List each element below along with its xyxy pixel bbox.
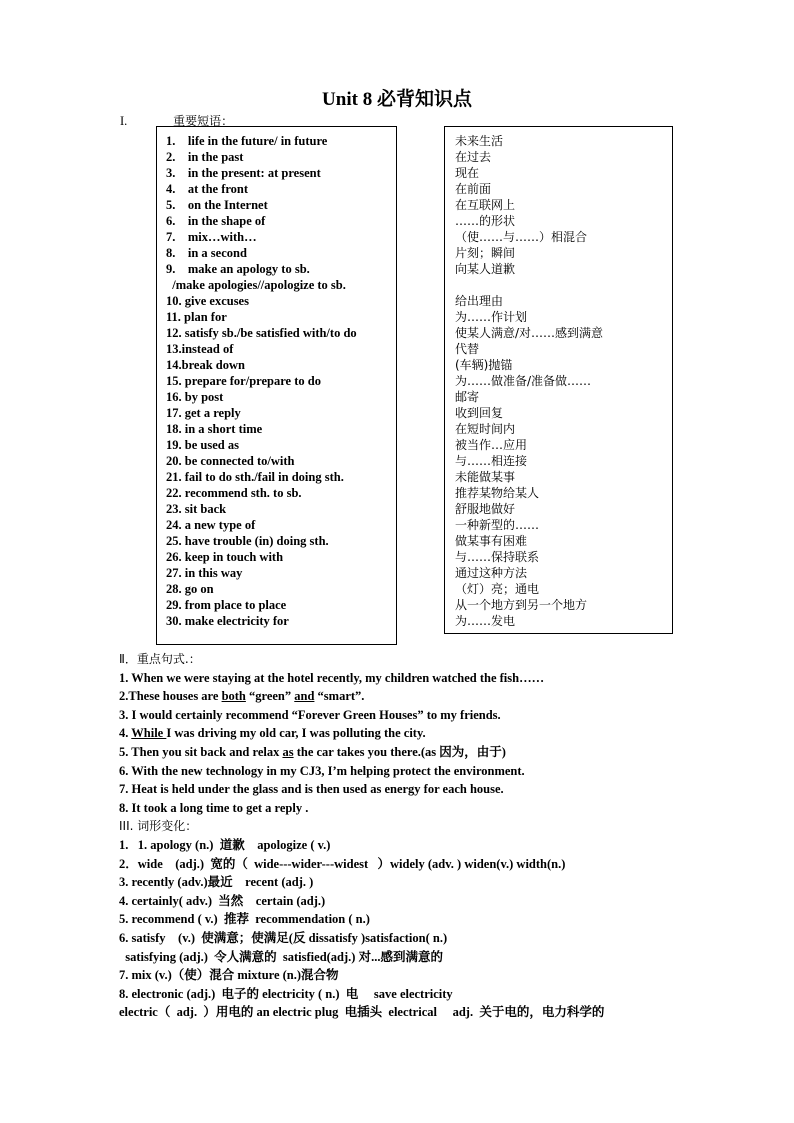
phrase-chinese-item: 在过去 bbox=[455, 150, 492, 164]
sentence-2 bbox=[119, 687, 719, 706]
phrase-chinese-item: 未能做某事 bbox=[455, 470, 516, 484]
word-form-item: 5. recommend ( v.) 推荐 recommendation ( n.) bbox=[119, 912, 370, 927]
phrase-chinese-item: 使某人满意/对……感到满意 bbox=[455, 326, 604, 340]
phrase-english-item: 23. sit back bbox=[166, 502, 227, 516]
word-forms-list bbox=[119, 836, 719, 1022]
phrase-chinese-item: ……的形状 bbox=[455, 214, 516, 228]
phrase-english-item: 28. go on bbox=[166, 582, 214, 596]
phrase-chinese-item: 通过这种方法 bbox=[455, 566, 528, 580]
phrase-chinese-item: 推荐某物给某人 bbox=[455, 486, 540, 500]
sentence-2-part-c: “green” bbox=[245, 689, 295, 704]
phrase-chinese-item: 为……作计划 bbox=[455, 310, 528, 324]
phrase-chinese-item: 给出理由 bbox=[455, 294, 504, 308]
phrase-english-item: 26. keep in touch with bbox=[166, 550, 284, 564]
sentence-4-num: 4. bbox=[119, 726, 132, 741]
word-form-item: 6. satisfy (v.) 使满意；使满足(反 dissatisfy )satisfaction( n.) bbox=[119, 930, 448, 945]
phrases-english-box bbox=[156, 126, 397, 645]
phrase-chinese-item: 代替 bbox=[455, 342, 480, 356]
sentence-6: 6. With the new technology in my CJ3, I’m helping protect the environment. bbox=[119, 763, 525, 778]
phrase-english-item: 20. be connected to/with bbox=[166, 454, 295, 468]
sentence-5-part-a: 5. Then you sit back and relax bbox=[119, 744, 283, 759]
phrases-chinese-box bbox=[444, 126, 673, 634]
word-form-item: 3. recently (adv.)最近 recent (adj. ) bbox=[119, 875, 314, 890]
phrase-english-item: 7. mix…with… bbox=[166, 230, 257, 244]
phrase-chinese-item: 邮寄 bbox=[455, 390, 480, 404]
phrases-english-list bbox=[166, 133, 396, 629]
sentences-and-word-forms bbox=[119, 650, 719, 1022]
phrase-chinese-item: 被当作…应用 bbox=[455, 438, 528, 452]
phrase-english-item: 6. in the shape of bbox=[166, 214, 266, 228]
phrase-chinese-item: （使……与……）相混合 bbox=[455, 230, 588, 244]
phrase-chinese-item: 片刻；瞬间 bbox=[455, 246, 516, 260]
phrase-chinese-item: （灯）亮；通电 bbox=[455, 582, 540, 596]
word-form-item: satisfying (adj.) 令人满意的 satisfied(adj.) 对...感到满意的 bbox=[119, 949, 443, 964]
phrase-chinese-item: 做某事有困难 bbox=[455, 534, 528, 548]
phrase-english-item: 10. give excuses bbox=[166, 294, 249, 308]
phrase-chinese-item: (车辆)抛锚 bbox=[455, 358, 513, 372]
sentence-2-part-e: “smart”. bbox=[314, 689, 365, 704]
word-form-item: 1. 1. apology (n.) 道歉 apologize ( v.) bbox=[119, 837, 331, 852]
word-form-item: electric（ adj. ）用电的 an electric plug 电插头 electrical adj. 关于电的，电力科学的 bbox=[119, 1005, 605, 1020]
phrase-english-item: 21. fail to do sth./fail in doing sth. bbox=[166, 470, 344, 484]
phrase-chinese-item: 为……发电 bbox=[455, 614, 516, 628]
phrases-chinese-list bbox=[455, 133, 672, 629]
phrase-chinese-item: 从一个地方到另一个地方 bbox=[455, 598, 588, 612]
phrase-english-item: 30. make electricity for bbox=[166, 614, 289, 628]
phrase-chinese-item: 在互联网上 bbox=[455, 198, 516, 212]
phrase-chinese-item: 与……相连接 bbox=[455, 454, 528, 468]
phrase-english-item: 16. by post bbox=[166, 390, 224, 404]
phrase-english-item: 27. in this way bbox=[166, 566, 243, 580]
sentence-4-rest: I was driving my old car, I was polluting the city. bbox=[166, 726, 426, 741]
phrase-english-item: 18. in a short time bbox=[166, 422, 263, 436]
phrase-chinese-item bbox=[455, 277, 672, 293]
sentence-5 bbox=[119, 743, 719, 762]
phrase-english-item: 13.instead of bbox=[166, 342, 234, 356]
sentence-5-part-c: the car takes you there.(as 因为，由于) bbox=[293, 744, 506, 759]
phrase-english-item: 14.break down bbox=[166, 358, 245, 372]
sentence-4-while: While bbox=[131, 726, 167, 741]
phrase-english-item: 11. plan for bbox=[166, 310, 227, 324]
phrase-chinese-item: 与……保持联系 bbox=[455, 550, 540, 564]
phrase-english-item: 24. a new type of bbox=[166, 518, 256, 532]
phrase-english-item: 8. in a second bbox=[166, 246, 247, 260]
sentence-3: 3. I would certainly recommend “Forever Green Houses” to my friends. bbox=[119, 707, 501, 722]
section-2-heading: Ⅱ．重点句式.： bbox=[119, 652, 201, 666]
phrase-chinese-item: 未来生活 bbox=[455, 134, 504, 148]
sentence-5-as: as bbox=[282, 744, 294, 759]
phrase-english-item: 3. in the present: at present bbox=[166, 166, 321, 180]
phrase-english-item: 12. satisfy sb./be satisfied with/to do bbox=[166, 326, 357, 340]
word-form-item: 2．wide (adj.) 宽的（ wide---wider---widest ）widely (adv. ) widen(v.) width(n.) bbox=[119, 856, 566, 871]
phrase-english-item: 22. recommend sth. to sb. bbox=[166, 486, 302, 500]
phrase-english-item: 5. on the Internet bbox=[166, 198, 268, 212]
section-1-number: I. bbox=[120, 114, 128, 128]
sentence-2-both: both bbox=[221, 689, 246, 704]
sentence-7: 7. Heat is held under the glass and is then used as energy for each house. bbox=[119, 782, 504, 797]
phrase-english-item: 1. life in the future/ in future bbox=[166, 134, 328, 148]
phrase-english-item: 25. have trouble (in) doing sth. bbox=[166, 534, 329, 548]
phrase-chinese-item: 为……做准备/准备做…… bbox=[455, 374, 592, 388]
phrase-chinese-item: 在短时间内 bbox=[455, 422, 516, 436]
word-form-item: 8. electronic (adj.) 电子的 electricity ( n.) 电 save electricity bbox=[119, 986, 453, 1001]
phrase-chinese-item: 向某人道歉 bbox=[455, 262, 516, 276]
phrase-english-item: 15. prepare for/prepare to do bbox=[166, 374, 321, 388]
phrase-english-item: /make apologies//apologize to sb. bbox=[166, 278, 346, 292]
phrase-english-item: 29. from place to place bbox=[166, 598, 287, 612]
sentence-1: 1. When we were staying at the hotel recently, my children watched the fish…… bbox=[119, 670, 545, 685]
phrase-english-item: 17. get a reply bbox=[166, 406, 241, 420]
phrase-english-item: 9. make an apology to sb. bbox=[166, 262, 310, 276]
phrase-english-item: 19. be used as bbox=[166, 438, 239, 452]
sentence-4 bbox=[119, 724, 719, 743]
page-title: Unit 8 必背知识点 bbox=[322, 89, 472, 110]
phrase-chinese-item: 一种新型的…… bbox=[455, 518, 540, 532]
phrase-english-item: 2. in the past bbox=[166, 150, 244, 164]
section-3-heading: III. 词形变化： bbox=[119, 819, 198, 834]
phrase-english-item: 4. at the front bbox=[166, 182, 249, 196]
phrase-chinese-item: 现在 bbox=[455, 166, 480, 180]
sentence-8: 8. It took a long time to get a reply . bbox=[119, 800, 309, 815]
phrase-chinese-item: 在前面 bbox=[455, 182, 492, 196]
sentence-2-and: and bbox=[294, 689, 315, 704]
sentence-2-part-a: 2.These houses are bbox=[119, 689, 222, 704]
word-form-item: 7. mix (v.)（使）混合 mixture (n.)混合物 bbox=[119, 968, 339, 983]
section-1-label: 重要短语： bbox=[173, 114, 234, 128]
phrase-chinese-item: 收到回复 bbox=[455, 406, 504, 420]
phrase-chinese-item: 舒服地做好 bbox=[455, 502, 516, 516]
word-form-item: 4. certainly( adv.) 当然 certain (adj.) bbox=[119, 893, 326, 908]
